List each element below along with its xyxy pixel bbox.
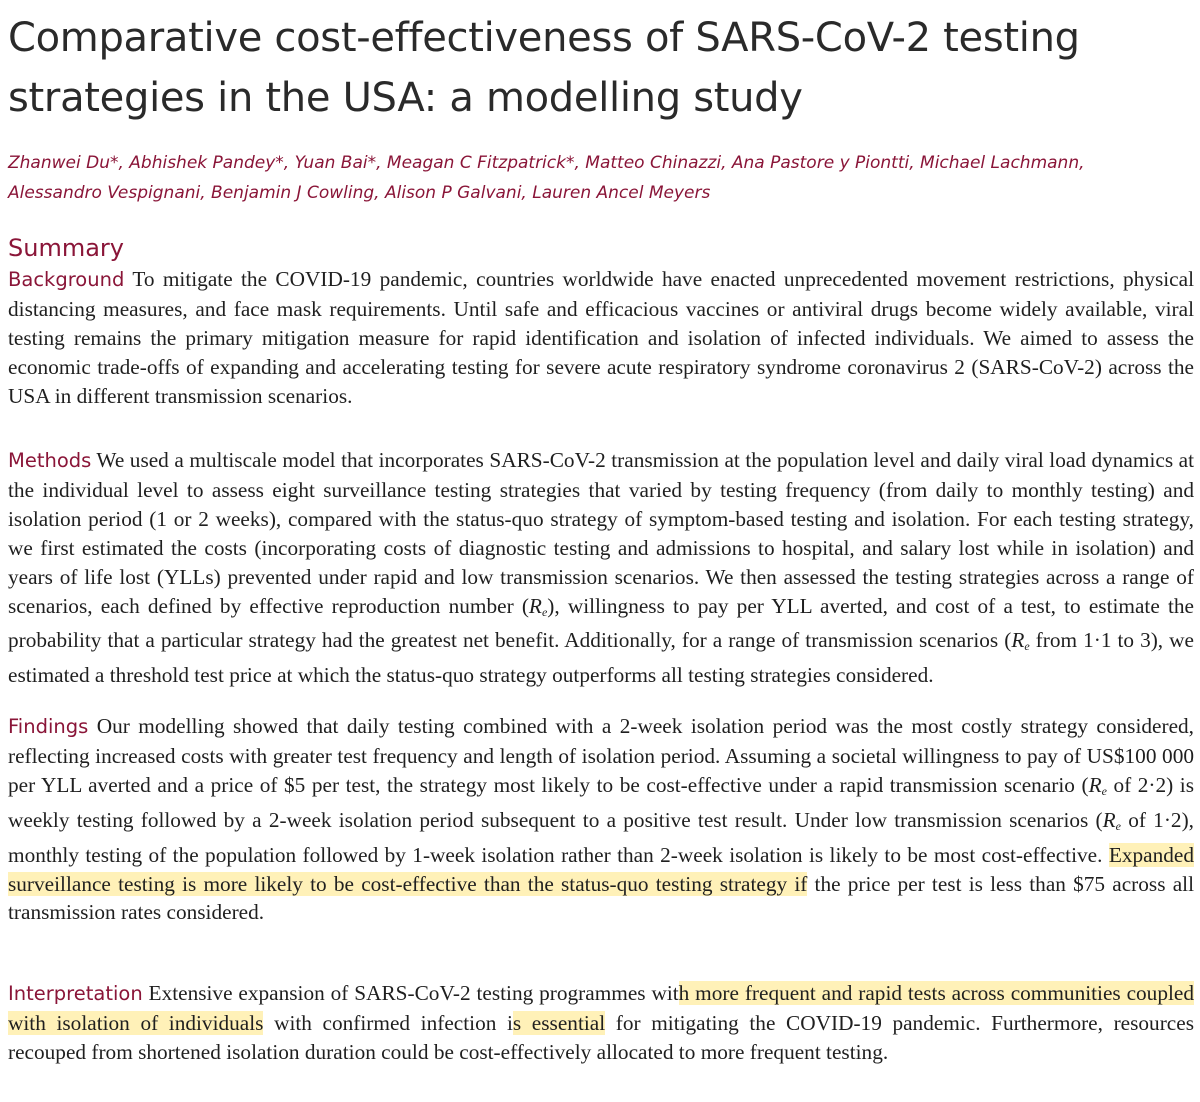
interpretation-label: Interpretation xyxy=(8,982,143,1005)
interpretation-text-3: for mitigating the COVID-19 pandemic. Furthermore, resources recouped from shortened isolation duration could be cost-effectively allocated to more frequent testing. xyxy=(8,1010,1194,1064)
author-list xyxy=(8,148,1193,208)
findings-text-4: the price per test is less than $75 across all transmission rates considered. xyxy=(8,871,1194,925)
findings-text-2: of 2·2) is weekly testing followed by a 2-week isolation period subsequent to a positive test result. Under low transmission scenarios ( xyxy=(8,772,1194,832)
methods-text-2: ), willingness to pay per YLL averted, and cost of a test, to estimate the probability that a particular strategy had the greatest net benefit. Additionally, for a range of transmission scenarios ( xyxy=(8,593,1194,653)
interpretation-text-1: Extensive expansion of SARS-CoV-2 testing programmes wit xyxy=(142,981,679,1005)
methods-text-3: from 1·1 to 3), we estimated a threshold test price at which the status-quo strategy outperforms all testing strategies considered. xyxy=(8,628,1194,688)
findings-text-1: Our modelling showed that daily testing combined with a 2-week isolation period was the most costly strategy considered, reflecting increased costs with greater test frequency and length of isolation period. Assuming a societal willingness to pay of US$100 000 per YLL averted and a price of $5 per test, the strategy most likely to be cost-effective under a rapid transmission scenario ( xyxy=(8,714,1194,797)
background-label: Background xyxy=(8,268,125,291)
e-subscript: e xyxy=(1101,783,1107,798)
interpretation-text-2: with confirmed infection i xyxy=(263,1010,513,1035)
author-line-1: Zhanwei Du*, Abhishek Pandey*, Yuan Bai*, Meagan C Fitzpatrick*, Matteo Chinazzi, Ana Pastore y Piontti, Michael Lachmann, xyxy=(8,153,1085,173)
findings-highlight-1: Expanded surveillance testing is more likely to be cost-effective than t xyxy=(8,842,1194,896)
author-line-2: Alessandro Vespignani, Benjamin J Cowling, Alison P Galvani, Lauren Ancel Meyers xyxy=(8,183,711,203)
findings-label: Findings xyxy=(8,715,89,738)
r-symbol: R xyxy=(528,593,542,618)
interpretation-highlight-1: h more frequent and rapid tests across communities coupled with isolation of individuals xyxy=(8,981,1194,1035)
e-subscript: e xyxy=(1024,639,1030,654)
methods-label: Methods xyxy=(8,449,92,472)
findings-text-3: of 1·2), monthly testing of the population followed by 1-week isolation rather than 2-week isolation is likely to be most cost-effective. xyxy=(8,807,1194,867)
findings-highlight-2: he status-quo testing strategy if xyxy=(533,871,808,896)
methods-text-1: We used a multiscale model that incorporates SARS-CoV-2 transmission at the population level and daily viral load dynamics at the individual level to assess eight surveillance testing strategies that varied by testing frequency (from daily to monthly testing) and isolation period (1 or 2 weeks), compared with the status-quo strategy of symptom-based testing and isolation. For each testing strategy, we first estimated the costs (incorporating costs of diagnostic testing and admissions to hospital, and salary lost while in isolation) and years of life lost (YLLs) prevented under rapid and low transmission scenarios. We then assessed the testing strategies across a range of scenarios, each defined by effective reproduction number ( xyxy=(8,448,1194,618)
background-paragraph xyxy=(8,265,1194,411)
title-line-1: Comparative cost-effectiveness of SARS-CoV-2 testing xyxy=(8,15,1080,61)
interpretation-highlight-2: s essential xyxy=(512,1010,606,1035)
methods-paragraph xyxy=(8,446,1194,690)
title-line-2: strategies in the USA: a modelling study xyxy=(8,75,803,121)
r-symbol: R xyxy=(1088,772,1102,797)
e-subscript: e xyxy=(541,604,548,619)
r-symbol: R xyxy=(1011,628,1025,653)
background-text: To mitigate the COVID-19 pandemic, countries worldwide have enacted unprecedented movement restrictions, physical distancing measures, and face mask requirements. Until safe and efficacious vaccines or antiviral drugs become widely available, viral testing remains the primary mitigation measure for rapid identification and isolation of infected individuals. We aimed to assess the economic trade-offs of expanding and accelerating testing for severe acute respiratory syndrome coronavirus 2 (SARS-CoV-2) across the USA in different transmission scenarios. xyxy=(8,267,1194,408)
article-title xyxy=(8,8,1193,128)
summary-heading: Summary xyxy=(8,234,124,262)
r-symbol: R xyxy=(1102,807,1116,832)
findings-paragraph xyxy=(8,712,1194,927)
e-subscript: e xyxy=(1115,818,1121,833)
interpretation-paragraph xyxy=(8,979,1194,1067)
